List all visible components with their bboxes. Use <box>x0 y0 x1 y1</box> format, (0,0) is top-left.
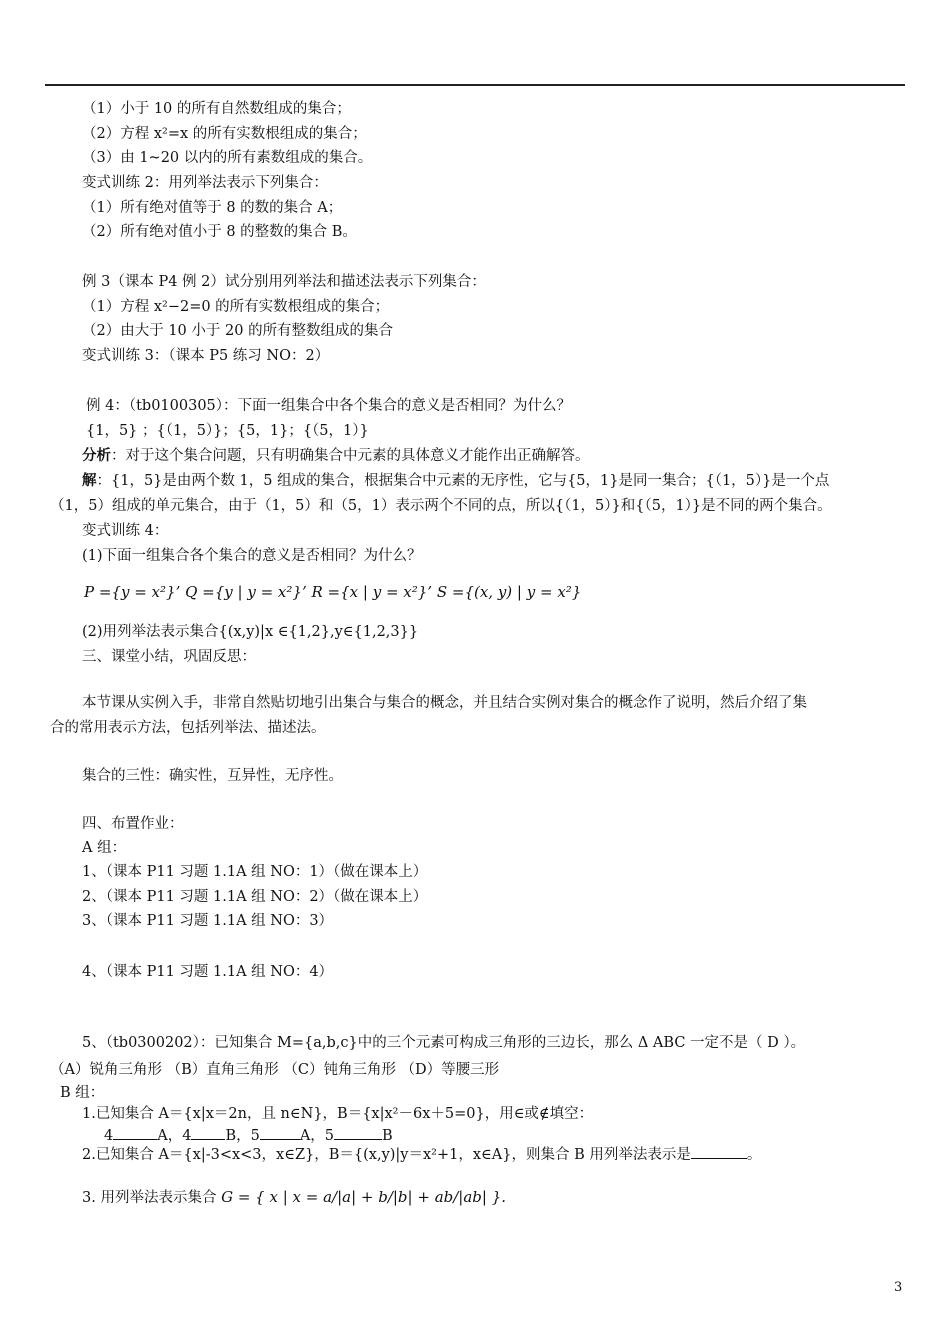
fill-blank-line: 4 A，4 B，5 A，5 B <box>104 1125 393 1146</box>
answer-blank[interactable] <box>191 1125 225 1140</box>
homework-item: 4、（课本 P11 习题 1.1A 组 NO：4） <box>82 964 334 980</box>
analysis-line: 分析：对于这个集合问题，只有明确集合中元素的具体意义才能作出正确解答。 <box>82 447 590 464</box>
text-line: （1）所有绝对值等于 8 的数的集合 A； <box>82 200 343 216</box>
text-line: （1）小于 10 的所有自然数组成的集合； <box>82 101 351 117</box>
homework-item: 3、（课本 P11 习题 1.1A 组 NO：3） <box>82 913 334 929</box>
math-set-g: G = { x | x = a/|a| + b/|b| + ab/|ab| }. <box>221 1188 507 1206</box>
text-line: (2)用列举法表示集合{(x,y)|x ∈{1,2},y∈{1,2,3}} <box>82 624 419 640</box>
solution-label: 解 <box>82 472 97 489</box>
text-line: (1)下面一组集合各个集合的意义是否相同？为什么？ <box>82 548 422 564</box>
question-text: 5、（tb0300202）：已知集合 M={a,b,c}中的三个元素可构成三角形的三边长，那么 Δ ABC 一定不是（ D ）。 <box>82 1035 806 1051</box>
homework-item: 2、（课本 P11 习题 1.1A 组 NO：2）（做在课本上） <box>82 889 428 905</box>
question-text: 1.已知集合 A＝{x|x＝2n，且 n∈N}，B＝{x|x²－6x＋5=0}，用∈或∉填空： <box>82 1106 594 1122</box>
text-line: （3）由 1~20 以内的所有素数组成的集合。 <box>82 150 373 166</box>
section-heading: 三、课堂小结，巩固反思： <box>82 649 256 665</box>
section-heading: 四、布置作业： <box>82 816 184 832</box>
header-rule <box>45 84 905 86</box>
set-list: {1，5} ；{（1，5）}；{5，1}；{（5，1）} <box>86 423 369 439</box>
answer-blank[interactable] <box>260 1125 300 1140</box>
text-line: （2）方程 x²=x 的所有实数根组成的集合； <box>82 126 367 142</box>
homework-item: 1、（课本 P11 习题 1.1A 组 NO：1）（做在课本上） <box>82 864 428 880</box>
answer-options: （A）锐角三角形 （B）直角三角形 （C）钝角三角形 （D）等腰三形 <box>50 1062 500 1078</box>
analysis-label: 分析 <box>82 447 111 464</box>
answer-blank[interactable] <box>334 1125 382 1140</box>
math-sets-pqrs: P ={y = x²}’ Q ={y | y = x²}’ R ={x | y = x²}’ S ={(x, y) | y = x²} <box>84 583 582 601</box>
group-heading: B 组： <box>60 1085 105 1101</box>
example-3-heading: 例 3（课本 P4 例 2）试分别用列举法和描述法表示下列集合： <box>82 274 486 290</box>
text-line: （2）由大于 10 小于 20 的所有整数组成的集合 <box>82 323 394 339</box>
page-number: 3 <box>894 1280 903 1295</box>
text-line: 变式训练 2：用列举法表示下列集合： <box>82 175 328 191</box>
text-line: 变式训练 3：（课本 P5 练习 NO：2） <box>82 348 330 364</box>
solution-line: 解：{1，5}是由两个数 1，5 组成的集合，根据集合中元素的无序性，它与{5，1}是同一集合；{（1，5）}是一个点 <box>82 472 830 489</box>
text-line: （1，5）组成的单元集合，由于（1，5）和（5，1）表示两个不同的点，所以{（1，5）}和{（5，1）}是不同的两个集合。 <box>50 498 832 514</box>
text-line: （2）所有绝对值小于 8 的整数的集合 B。 <box>82 224 357 240</box>
question-text: 2.已知集合 A＝{x|-3<x<3，x∈Z}，B＝{(x,y)|y＝x²+1，x∈A}，则集合 B 用列举法表示是 。 <box>82 1144 761 1165</box>
question-text: 3. 用列举法表示集合 G = { x | x = a/|a| + b/|b| + ab/|ab| }. <box>82 1188 507 1206</box>
answer-blank[interactable] <box>691 1144 747 1159</box>
text-line: （1）方程 x²−2=0 的所有实数根组成的集合； <box>82 299 390 315</box>
summary-text: 集合的三性：确实性，互异性，无序性。 <box>82 768 343 784</box>
summary-text: 合的常用表示方法，包括列举法、描述法。 <box>50 720 326 736</box>
example-4-heading: 例 4：（tb0100305）：下面一组集合中各个集合的意义是否相同？为什么？ <box>86 398 572 414</box>
summary-text: 本节课从实例入手，非常自然贴切地引出集合与集合的概念，并且结合实例对集合的概念作了说明，然后介绍了集 <box>82 695 807 711</box>
answer-blank[interactable] <box>113 1125 157 1140</box>
text-line: 变式训练 4： <box>82 523 169 539</box>
group-heading: A 组： <box>82 840 127 856</box>
